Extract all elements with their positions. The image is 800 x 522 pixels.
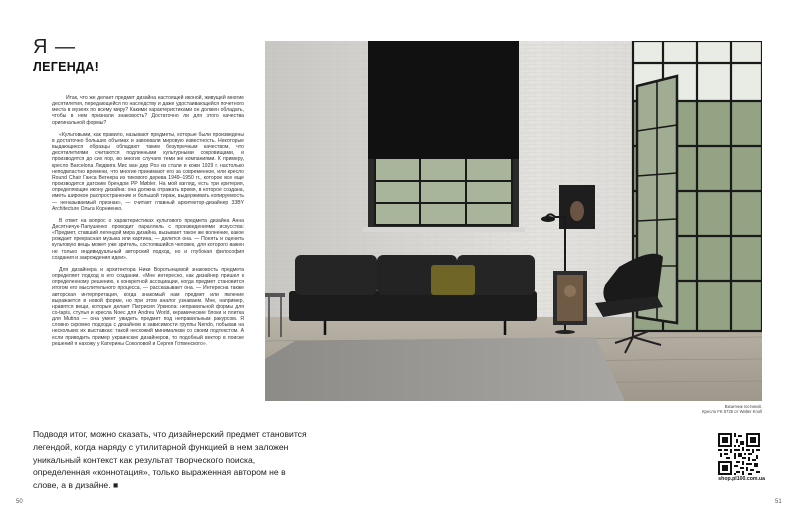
shop-url[interactable]: shop.pl100.com.ua [718,476,765,482]
paragraph-4: Для дизайнера и архитектора Ники Воротынцевой знаковость предмета определяет подход в его создании. «Мне интересно, как дизайнер пришел к определенному решению, к конкретной ассоциации, когда предмет становится итогом его мыслительного процесса, — рассказывает она. — Интересна также авторская интерпретация, когда знакомый нам предмет или явление выражается в новой форме, но при этом аналог узнаваем. Мне, например, нравятся вещи, которые делает Патрисия Уркиола: неправильной формы для со-tapis, стулья и кресла Noec для Andreu World, керамические блоки и плитка для Mutina — она умеет увидеть предмет под неправильным ракурсом. Я словно скромно подхода с дизайном в зависимости группы Nendo, побывав на нескольких их выставках: такой несхожий минимализм со своим подтекстом. А если приводить пример украинских дизайнеров, то подобный вектор в поиске решений я нахожу у Катерины Соколовой и Сергея Готвенского». [52,266,244,347]
page-number-left: 50 [16,499,23,505]
paragraph-1: Итак, что же делает предмет дизайна настоящей иконой, живущей многие десятилетия, передающейся по наследству и даже удостаивающейся почетного места в музеях по всему миру? Какими характеристиками он должен обладать, чтобы в нем признали знаковость? Достаточно ли для этого качества оригинальной формы? [52,95,244,126]
interior-photo [265,41,762,401]
paragraph-3: В ответ на вопрос о характеристиках культового предмета дизайна Анна Десятничук-Папушенко проводит параллель с произведениями искусства: «Предмет, ставший легендой мира дизайна, вызывает такое же волнение, какое рождает прекрасная музыка или картина, — делится она. — Понять и оценить культовую вещь может уже зритель, состоявшийся человек, для которого важен не только индивидуальный авторский подход, но и глубокая философия создания и закрождения идеи». [52,217,244,261]
photo-caption [702,404,762,415]
paragraph-2: «Культовыми, как правило, называют предметы, которые были произведены в достаточно больших объемах и завоевали мировую известность. Некоторые выдающиеся образцы обладают таким безупречным качеством, что десятилетиями считаются подлинными культурными сокровищами, и производятся до сих пор, во многих случаях теми же компаниями. К примеру, кресло Barcelona Людвига Мис ван дер Роэ из стали и кожи 1929 г. настолько неподвластно времени, что многие принимают его за современное, или кресло Round Chair Ганса Вегнера из тикового дерева 1949–1950 гг., которое все еще производится датским брендом PP Møbler. На мой взгляд, есть три критерия, определяющие икону дизайна: она должна отражать время, в которое создана, иметь широкое распространение и большой тираж, выдерживать копируемость — неназываемый признак», — считает главный архитектор-дизайнер 33BY Architecture Ольга Корниенко. [52,131,244,212]
page-number-right: 51 [775,499,782,505]
title-line-2: ЛЕГЕНДА! [33,60,100,74]
article-body [52,95,244,353]
caption-line-1: Визитник гостиной. [724,404,762,409]
pull-quote: Подводя итог, можно сказать, что дизайнерский предмет становится легендой, когда наряду с утилитарной функцией в нем заложен уникальный контекст как результат творческого поиска, определенная «коннотация», только выраженная автором не в слове, а в дизайне. ■ [33,429,307,491]
title-line-1: Я — [33,36,76,58]
caption-line-2: Кресло FK 6725 от Walter Knoll [702,409,762,415]
qr-code[interactable] [718,433,760,475]
